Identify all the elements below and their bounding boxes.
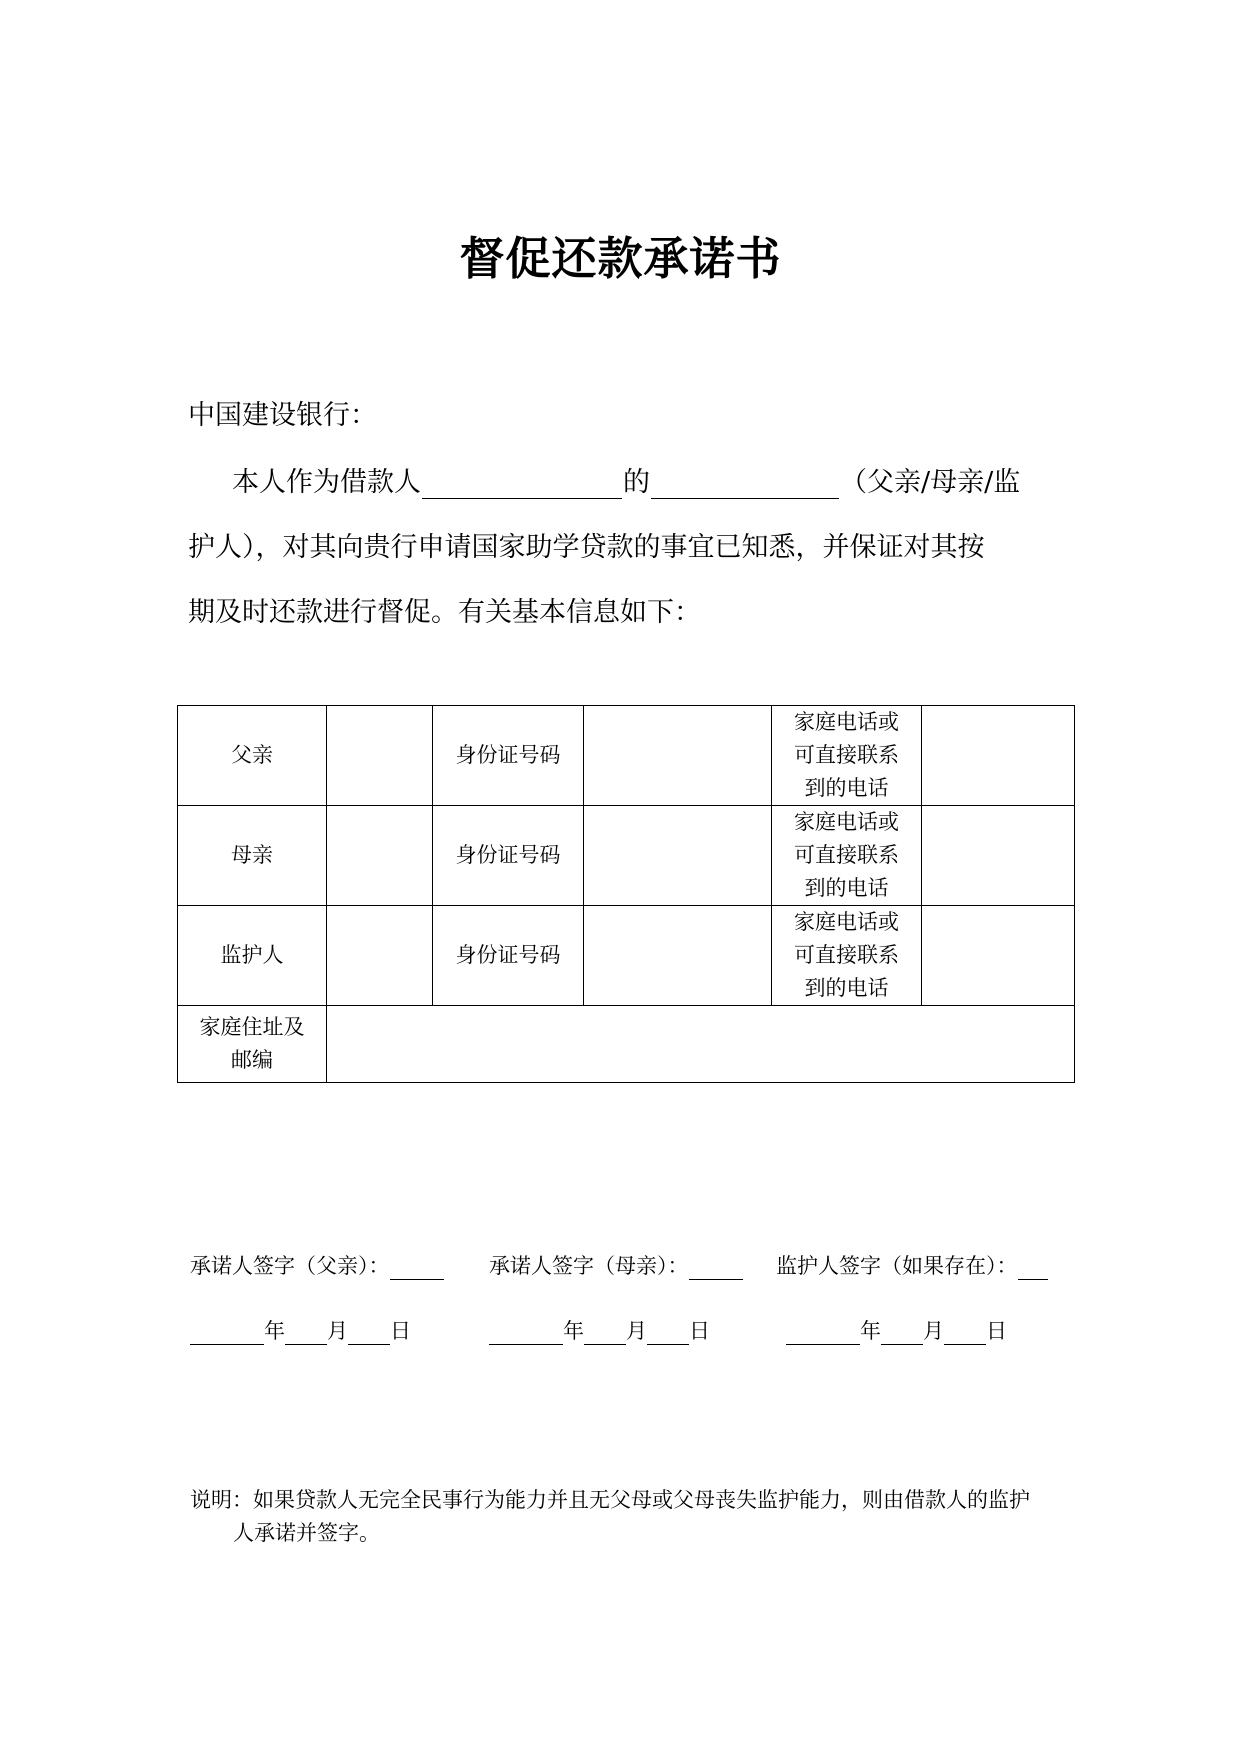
year-field[interactable] — [489, 1320, 563, 1345]
year-field[interactable] — [786, 1320, 860, 1345]
phone-input-cell[interactable] — [922, 806, 1075, 906]
address-input-cell[interactable] — [327, 1006, 1075, 1083]
id-input-cell[interactable] — [584, 706, 772, 806]
paragraph-of: 的 — [623, 467, 650, 498]
day-label: 日 — [689, 1319, 710, 1343]
phone-label: 家庭电话或可直接联系到的电话 — [772, 906, 922, 1006]
document-title: 督促还款承诺书 — [459, 232, 782, 285]
phone-label: 家庭电话或可直接联系到的电话 — [772, 806, 922, 906]
table-row — [178, 706, 1075, 806]
guardian-signature-field[interactable] — [1018, 1255, 1048, 1280]
father-signature — [190, 1250, 444, 1280]
name-input-cell[interactable] — [327, 806, 433, 906]
phone-input-cell[interactable] — [922, 906, 1075, 1006]
month-field[interactable] — [881, 1320, 923, 1345]
guardian-date — [786, 1315, 1007, 1345]
mother-signature-label: 承诺人签字（母亲）： — [489, 1254, 689, 1278]
id-label: 身份证号码 — [433, 906, 584, 1006]
month-field[interactable] — [285, 1320, 327, 1345]
day-field[interactable] — [348, 1320, 390, 1345]
id-input-cell[interactable] — [584, 806, 772, 906]
name-input-cell[interactable] — [327, 706, 433, 806]
info-table — [177, 705, 1075, 1083]
table-row-address — [178, 1006, 1075, 1083]
role-label: 父亲 — [178, 706, 327, 806]
paragraph-line-1 — [232, 460, 1020, 499]
day-label: 日 — [986, 1319, 1007, 1343]
year-field[interactable] — [190, 1320, 264, 1345]
day-field[interactable] — [944, 1320, 986, 1345]
guardian-signature — [776, 1250, 1048, 1280]
day-field[interactable] — [647, 1320, 689, 1345]
year-label: 年 — [860, 1319, 881, 1343]
paragraph-intro: 本人作为借款人 — [232, 467, 421, 498]
borrower-name-field[interactable] — [422, 468, 622, 499]
month-label: 月 — [327, 1319, 348, 1343]
mother-signature-field[interactable] — [689, 1255, 743, 1280]
father-date — [190, 1315, 411, 1345]
year-label: 年 — [563, 1319, 584, 1343]
role-label: 监护人 — [178, 906, 327, 1006]
month-field[interactable] — [584, 1320, 626, 1345]
role-label: 母亲 — [178, 806, 327, 906]
id-input-cell[interactable] — [584, 906, 772, 1006]
id-label: 身份证号码 — [433, 806, 584, 906]
address-label: 家庭住址及邮编 — [178, 1006, 327, 1083]
id-label: 身份证号码 — [433, 706, 584, 806]
phone-input-cell[interactable] — [922, 706, 1075, 806]
paragraph-line-2: 护人），对其向贵行申请国家助学贷款的事宜已知悉，并保证对其按 — [188, 532, 985, 563]
note-line-1: 说明：如果贷款人无完全民事行为能力并且无父母或父母丧失监护能力，则由借款人的监护 — [190, 1488, 1030, 1512]
note-line-2: 人承诺并签字。 — [233, 1521, 380, 1545]
father-signature-field[interactable] — [390, 1255, 444, 1280]
guardian-signature-label: 监护人签字（如果存在）： — [776, 1254, 1018, 1278]
relationship-field[interactable] — [651, 468, 839, 499]
addressee: 中国建设银行： — [188, 400, 377, 431]
table-row — [178, 806, 1075, 906]
paragraph-line-3: 期及时还款进行督促。有关基本信息如下： — [188, 597, 701, 628]
explanatory-note — [190, 1484, 1070, 1550]
month-label: 月 — [626, 1319, 647, 1343]
day-label: 日 — [390, 1319, 411, 1343]
father-signature-label: 承诺人签字（父亲）： — [190, 1254, 390, 1278]
year-label: 年 — [264, 1319, 285, 1343]
table-row — [178, 906, 1075, 1006]
mother-date — [489, 1315, 710, 1345]
name-input-cell[interactable] — [327, 906, 433, 1006]
paragraph-relationship-options: （父亲/母亲/监 — [840, 467, 1021, 498]
month-label: 月 — [923, 1319, 944, 1343]
phone-label: 家庭电话或可直接联系到的电话 — [772, 706, 922, 806]
mother-signature — [489, 1250, 743, 1280]
